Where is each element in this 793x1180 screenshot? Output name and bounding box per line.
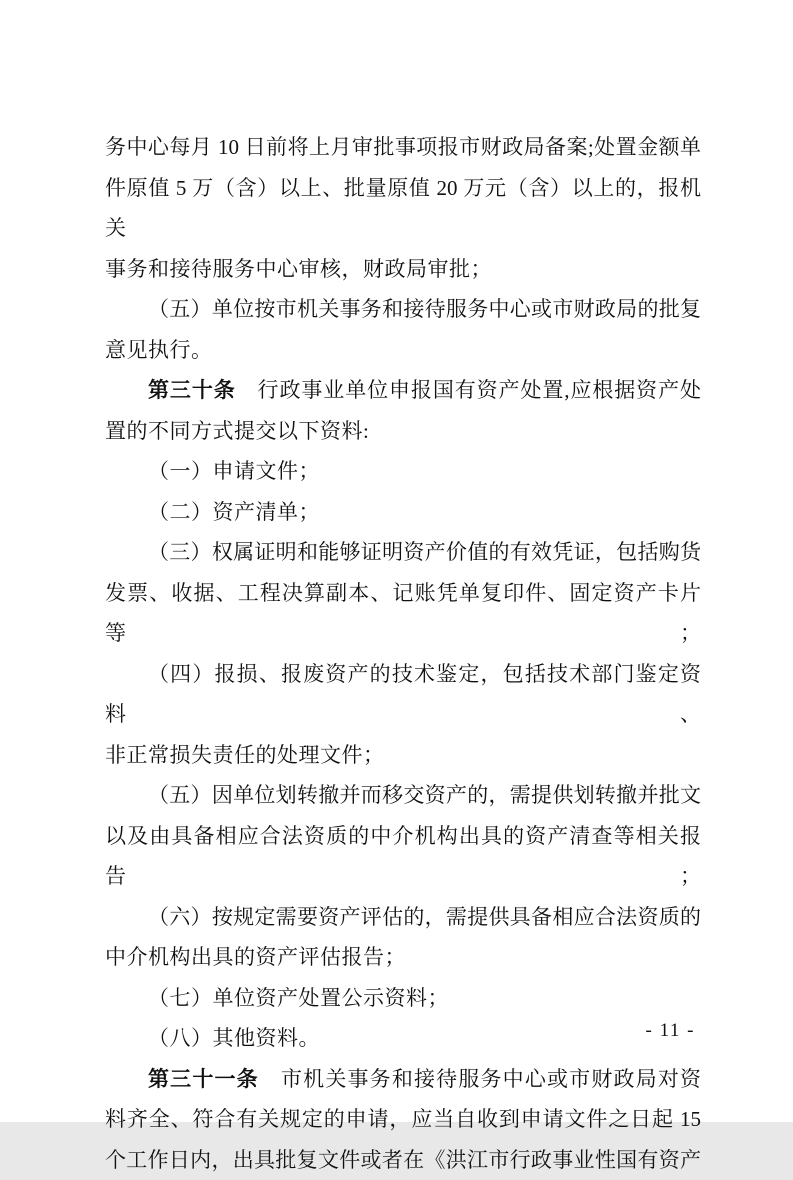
text-line xyxy=(105,127,701,168)
text-segment: （七）单位资产处置公示资料； xyxy=(148,986,449,1010)
text-line xyxy=(105,937,701,978)
text-line xyxy=(105,411,701,452)
text-line xyxy=(105,249,701,290)
text-segment: 个工作日内，出具批复文件或者在《洪江市行政事业性国有资产 xyxy=(105,1148,701,1172)
text-line xyxy=(105,1099,701,1140)
page-number: - 11 - xyxy=(646,1020,695,1042)
text-segment: （三）权属证明和能够证明资产价值的有效凭证，包括购货 xyxy=(148,540,701,564)
text-segment: （五）单位按市机关事务和接待服务中心或市财政局的批复 xyxy=(148,297,701,321)
article-heading: 第三十条 xyxy=(148,378,236,402)
text-segment: （四）报损、报废资产的技术鉴定，包括技术部门鉴定资料、 xyxy=(105,662,701,727)
text-segment: （五）因单位划转撤并而移交资产的，需提供划转撤并批文 xyxy=(148,783,701,807)
text-segment: （八）其他资料。 xyxy=(148,1026,320,1050)
text-line xyxy=(105,816,701,897)
text-segment: 发票、收据、工程决算副本、记账凭单复印件、固定资产卡片等； xyxy=(105,581,701,646)
text-line xyxy=(105,1059,701,1100)
article-heading: 第三十一条 xyxy=(148,1067,259,1091)
text-line xyxy=(105,775,701,816)
text-segment: （二）资产清单； xyxy=(148,500,320,524)
text-segment: 行政事业单位申报国有资产处置,应根据资产处 xyxy=(236,378,701,402)
text-line xyxy=(105,451,701,492)
text-line xyxy=(105,370,701,411)
text-segment: （六）按规定需要资产评估的，需提供具备相应合法资质的 xyxy=(148,905,701,929)
text-line xyxy=(105,1018,701,1059)
text-segment: （一）申请文件； xyxy=(148,459,320,483)
text-segment: 置的不同方式提交以下资料: xyxy=(105,419,369,443)
text-line xyxy=(105,168,701,249)
text-line xyxy=(105,1140,701,1180)
text-line xyxy=(105,492,701,533)
text-segment: 意见执行。 xyxy=(105,338,213,362)
text-line xyxy=(105,654,701,735)
text-segment: 务中心每月 10 日前将上月审批事项报市财政局备案;处置金额单 xyxy=(105,135,701,159)
text-line xyxy=(105,978,701,1019)
text-line xyxy=(105,897,701,938)
document-body xyxy=(105,127,701,1180)
text-line xyxy=(105,330,701,371)
text-segment: 料齐全、符合有关规定的申请，应当自收到申请文件之日起 15 xyxy=(105,1107,701,1131)
text-segment: 市机关事务和接待服务中心或市财政局对资 xyxy=(259,1067,701,1091)
text-segment: 件原值 5 万（含）以上、批量原值 20 万元（含）以上的，报机关 xyxy=(105,176,701,241)
text-segment: 以及由具备相应合法资质的中介机构出具的资产清查等相关报告； xyxy=(105,824,701,889)
text-line xyxy=(105,289,701,330)
text-line xyxy=(105,573,701,654)
text-line xyxy=(105,735,701,776)
text-line xyxy=(105,532,701,573)
text-segment: 事务和接待服务中心审核，财政局审批； xyxy=(105,257,492,281)
text-segment: 中介机构出具的资产评估报告； xyxy=(105,945,406,969)
text-segment: 非正常损失责任的处理文件； xyxy=(105,743,385,767)
